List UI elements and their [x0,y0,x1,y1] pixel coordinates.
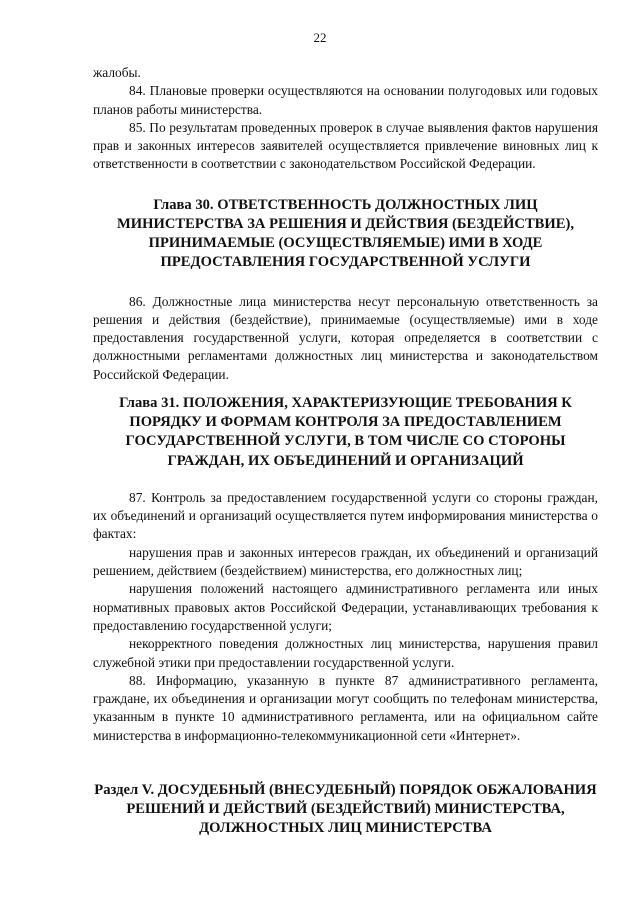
chapter-31-heading: Глава 31. ПОЛОЖЕНИЯ, ХАРАКТЕРИЗУЮЩИЕ ТРЕБОВАНИЯ К ПОРЯДКУ И ФОРМАМ КОНТРОЛЯ ЗА ПРЕДОСТАВЛЕНИЕМ ГОСУДАРСТВЕННОЙ УСЛУГИ, В ТОМ ЧИСЛЕ СО СТОРОНЫ ГРАЖДАН, ИХ ОБЪЕДИНЕНИЙ И ОРГАНИЗАЦИЙ [119,395,572,469]
paragraph-87-item-1: нарушения прав и законных интересов граждан, их объединений и организаций решением, действием (бездействием) министерства, его должностных лиц; [93,544,598,579]
paragraph-88: 88. Информацию, указанную в пункте 87 административного регламента, граждане, их объединения и организации могут сообщить по телефонам министерства, указанным в пункте 10 административного регламента, или на официальном сайте министерства в информационно-телекоммуникационной сети «Интернет». [93,672,598,743]
paragraph-87: 87. Контроль за предоставлением государственной услуги со стороны граждан, их объединений и организаций осуществляется путем информирования министерства о фактах: [93,489,598,542]
paragraph-84: 84. Плановые проверки осуществляются на основании полугодовых или годовых планов работы министерства. [93,83,598,117]
paragraph-85: 85. По результатам проведенных проверок в случае выявления фактов нарушения прав и законных интересов заявителей осуществляется привлечение виновных лиц к ответственности в соответствии с законодательством Российской Федерации. [93,119,598,172]
paragraph-87-item-2: нарушения положений настоящего административного регламента или иных нормативных правовых актов Российской Федерации, устанавливающих требования к предоставлению государственной услуги; [93,581,598,633]
page-number: 22 [313,30,327,45]
paragraph-86: 86. Должностные лица министерства несут персональную ответственность за решения и действия (бездействие), принимаемые (осуществляемые) ими в ходе предоставления государственной услуги, которая определяется в соответствии с должностными регламентами должностных лиц министерства и законодательством Российской Федерации. [93,293,598,382]
paragraph-complaints-end: жалобы. [93,65,141,80]
document-body [93,64,598,839]
chapter-30-heading: Глава 30. ОТВЕТСТВЕННОСТЬ ДОЛЖНОСТНЫХ ЛИЦ МИНИСТЕРСТВА ЗА РЕШЕНИЯ И ДЕЙСТВИЯ (БЕЗДЕЙСТВИЕ), ПРИНИМАЕМЫЕ (ОСУЩЕСТВЛЯЕМЫЕ) ИМИ В ХОДЕ ПРЕДОСТАВЛЕНИЯ ГОСУДАРСТВЕННОЙ УСЛУГИ [116,196,575,271]
section-5-heading: Раздел V. ДОСУДЕБНЫЙ (ВНЕСУДЕБНЫЙ) ПОРЯДОК ОБЖАЛОВАНИЯ РЕШЕНИЙ И ДЕЙСТВИЙ (БЕЗДЕЙСТВИЙ) МИНИСТЕРСТВА, ДОЛЖНОСТНЫХ ЛИЦ МИНИСТЕРСТВА [94,782,597,837]
paragraph-87-item-3: некорректного поведения должностных лиц министерства, нарушения правил служебной этики при предоставлении государственной услуги. [93,636,598,670]
